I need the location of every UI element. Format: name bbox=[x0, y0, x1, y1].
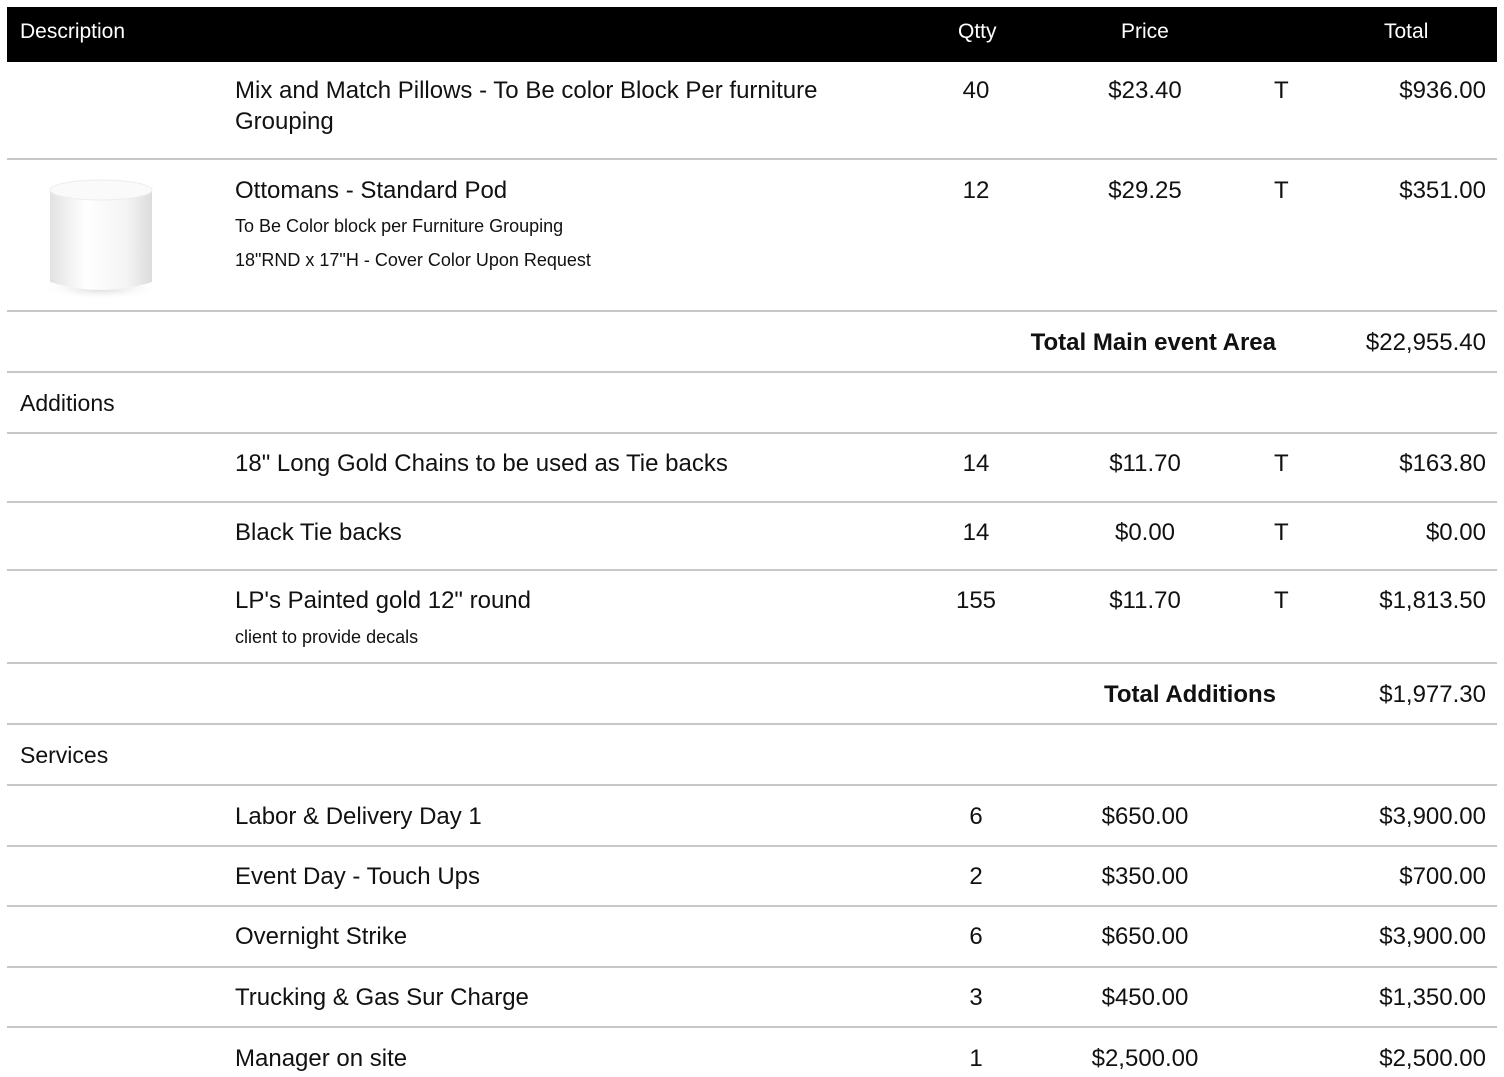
item-qty: 14 bbox=[962, 450, 990, 477]
item-total: $936.00 bbox=[1399, 77, 1486, 104]
item-qty: 155 bbox=[955, 587, 997, 614]
item-description: Event Day - Touch Ups bbox=[235, 863, 481, 890]
item-qty: 40 bbox=[962, 77, 990, 104]
item-total: $163.80 bbox=[1399, 450, 1486, 477]
header-description: Description bbox=[20, 20, 126, 43]
item-qty: 6 bbox=[969, 923, 983, 950]
row-divider bbox=[7, 662, 1497, 664]
item-description-cont: Grouping bbox=[235, 108, 334, 135]
item-price: $450.00 bbox=[1101, 984, 1189, 1011]
item-description: Ottomans - Standard Pod bbox=[235, 177, 508, 204]
section-title-services: Services bbox=[20, 742, 109, 768]
table-header bbox=[7, 7, 1497, 62]
item-tax-flag: T bbox=[1274, 450, 1289, 477]
item-qty: 1 bbox=[969, 1045, 983, 1072]
item-qty: 6 bbox=[969, 803, 983, 830]
subtotal-value: $1,977.30 bbox=[1379, 681, 1486, 708]
row-divider bbox=[7, 569, 1497, 571]
row-divider bbox=[7, 158, 1497, 160]
row-divider bbox=[7, 310, 1497, 312]
item-note: 18"RND x 17"H - Cover Color Upon Request bbox=[235, 250, 591, 270]
item-description: Labor & Delivery Day 1 bbox=[235, 803, 482, 830]
header-qty: Qtty bbox=[958, 20, 997, 43]
item-description: Mix and Match Pillows - To Be color Block Per furniture bbox=[235, 77, 818, 104]
ottoman-image bbox=[26, 170, 176, 305]
item-qty: 2 bbox=[969, 863, 983, 890]
section-title-additions: Additions bbox=[20, 390, 115, 416]
subtotal-label: Total Main event Area bbox=[1030, 329, 1276, 356]
item-total: $700.00 bbox=[1399, 863, 1486, 890]
item-description: LP's Painted gold 12" round bbox=[235, 587, 531, 614]
item-description: Trucking & Gas Sur Charge bbox=[235, 984, 529, 1011]
item-total: $3,900.00 bbox=[1379, 803, 1486, 830]
item-description: 18" Long Gold Chains to be used as Tie backs bbox=[235, 450, 728, 477]
item-qty: 14 bbox=[962, 519, 990, 546]
item-price: $29.25 bbox=[1108, 177, 1182, 204]
subtotal-value: $22,955.40 bbox=[1365, 329, 1486, 356]
header-price: Price bbox=[1121, 20, 1169, 43]
row-divider bbox=[7, 905, 1497, 907]
item-total: $351.00 bbox=[1399, 177, 1486, 204]
row-divider bbox=[7, 784, 1497, 786]
item-price: $23.40 bbox=[1108, 77, 1182, 104]
item-price: $2,500.00 bbox=[1091, 1045, 1199, 1072]
item-price: $11.70 bbox=[1109, 450, 1181, 477]
item-qty: 3 bbox=[969, 984, 983, 1011]
subtotal-label: Total Additions bbox=[1104, 681, 1276, 708]
row-divider bbox=[7, 1026, 1497, 1028]
item-price: $11.70 bbox=[1109, 587, 1181, 614]
item-description: Black Tie backs bbox=[235, 519, 402, 546]
row-divider bbox=[7, 723, 1497, 725]
row-divider bbox=[7, 845, 1497, 847]
row-divider bbox=[7, 371, 1497, 373]
item-total: $3,900.00 bbox=[1379, 923, 1486, 950]
item-total: $2,500.00 bbox=[1379, 1045, 1486, 1072]
row-divider bbox=[7, 432, 1497, 434]
item-price: $350.00 bbox=[1101, 863, 1189, 890]
header-total: Total bbox=[1384, 20, 1429, 43]
item-note: client to provide decals bbox=[235, 627, 419, 647]
item-qty: 12 bbox=[962, 177, 990, 204]
item-tax-flag: T bbox=[1274, 177, 1289, 204]
item-price: $650.00 bbox=[1101, 923, 1189, 950]
item-total: $0.00 bbox=[1425, 519, 1486, 546]
item-note: To Be Color block per Furniture Grouping bbox=[235, 216, 564, 236]
item-total: $1,813.50 bbox=[1379, 587, 1486, 614]
row-divider bbox=[7, 966, 1497, 968]
item-description: Manager on site bbox=[235, 1045, 408, 1072]
item-tax-flag: T bbox=[1274, 587, 1289, 614]
item-price: $0.00 bbox=[1114, 519, 1176, 546]
item-tax-flag: T bbox=[1274, 77, 1289, 104]
item-tax-flag: T bbox=[1274, 519, 1289, 546]
row-divider bbox=[7, 501, 1497, 503]
item-total: $1,350.00 bbox=[1379, 984, 1486, 1011]
item-description: Overnight Strike bbox=[235, 923, 408, 950]
item-price: $650.00 bbox=[1101, 803, 1189, 830]
